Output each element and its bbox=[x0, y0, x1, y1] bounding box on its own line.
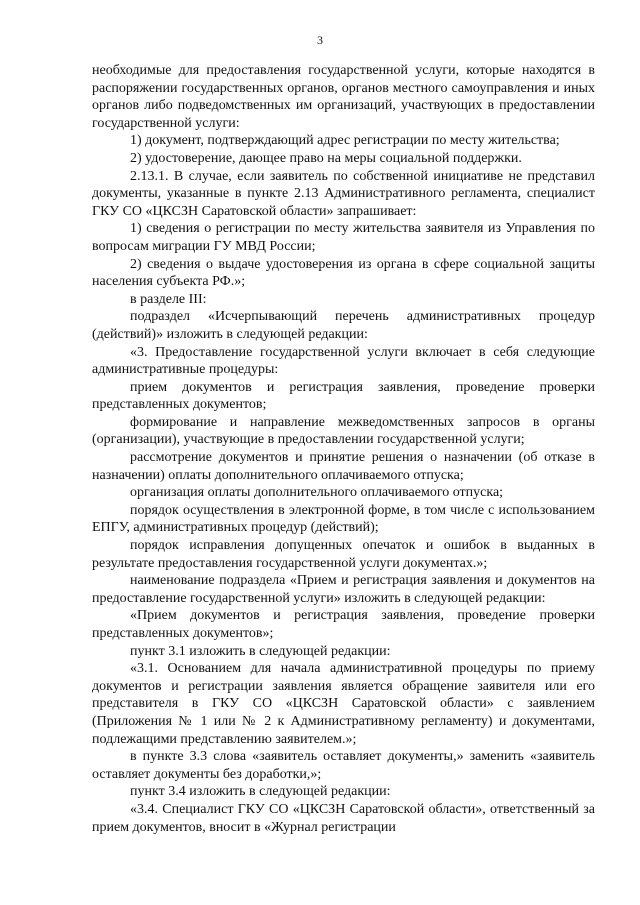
paragraph: 2.13.1. В случае, если заявитель по собственной инициативе не представил документы, указанные в пункте 2.13 Административного регламента, специалист ГКУ СО «ЦКСЗН Саратовской области» запрашивает: bbox=[92, 168, 595, 219]
paragraph: пункт 3.1 изложить в следующей редакции: bbox=[130, 643, 391, 659]
paragraph: в пункте 3.3 слова «заявитель оставляет документы,» заменить «заявитель оставляет документы без доработки,»; bbox=[92, 749, 595, 782]
paragraph: пункт 3.4 изложить в следующей редакции: bbox=[130, 784, 391, 800]
paragraph: «3.1. Основанием для начала административной процедуры по приему документов и регистрации заявления является обращение заявителя или его представителя в ГКУ СО «ЦКСЗН Саратовской области» с заявлением (Приложения № 1 или № 2 к Административному регламенту) и документами, подлежащими представлению заявителем.»; bbox=[92, 661, 595, 747]
paragraph: рассмотрение документов и принятие решения о назначении (об отказе в назначении) оплаты дополнительного оплачиваемого отпуска; bbox=[92, 450, 595, 483]
paragraph: 2) удостоверение, дающее право на меры социальной поддержки. bbox=[130, 150, 522, 166]
paragraph: формирование и направление межведомственных запросов в органы (организации), участвующие в предоставлении государственной услуги; bbox=[92, 414, 595, 448]
paragraph: 1) сведения о регистрации по месту жительства заявителя из Управления по вопросам миграции ГУ МВД России; bbox=[92, 221, 595, 254]
document-body bbox=[92, 62, 595, 836]
paragraph: прием документов и регистрация заявления, проведение проверки представленных документов; bbox=[92, 379, 595, 413]
paragraph: организация оплаты дополнительного оплачиваемого отпуска; bbox=[130, 485, 504, 501]
paragraph: 1) документ, подтверждающий адрес регистрации по месту жительства; bbox=[130, 133, 560, 149]
paragraph: необходимые для предоставления государственной услуги, которые находятся в распоряжении государственных органов, органов местного самоуправления и иных органов либо подведомственных им организаций, участвующих в предоставлении государственной услуги: bbox=[92, 63, 595, 131]
paragraph: подраздел «Исчерпывающий перечень административных процедур (действий)» изложить в следующей редакции: bbox=[92, 309, 595, 342]
paragraph: в разделе III: bbox=[130, 291, 207, 307]
paragraph: «Прием документов и регистрация заявления, проведение проверки представленных документов»; bbox=[92, 608, 595, 641]
paragraph: наименование подраздела «Прием и регистрация заявления и документов на предоставление государственной услуги» изложить в следующей редакции: bbox=[92, 573, 595, 606]
paragraph: «3.4. Специалист ГКУ СО «ЦКСЗН Саратовской области», ответственный за прием документов, вносит в «Журнал регистрации bbox=[92, 801, 595, 835]
paragraph: 2) сведения о выдаче удостоверения из органа в сфере социальной защиты населения субъекта РФ.»; bbox=[92, 256, 595, 290]
paragraph: «3. Предоставление государственной услуги включает в себя следующие административные процедуры: bbox=[92, 344, 595, 378]
page-number: 3 bbox=[317, 33, 323, 47]
paragraph: порядок осуществления в электронной форме, в том числе с использованием ЕПГУ, административных процедур (действий); bbox=[92, 502, 595, 536]
paragraph: порядок исправления допущенных опечаток и ошибок в выданных в результате предоставления государственной услуги документах.»; bbox=[92, 538, 595, 571]
